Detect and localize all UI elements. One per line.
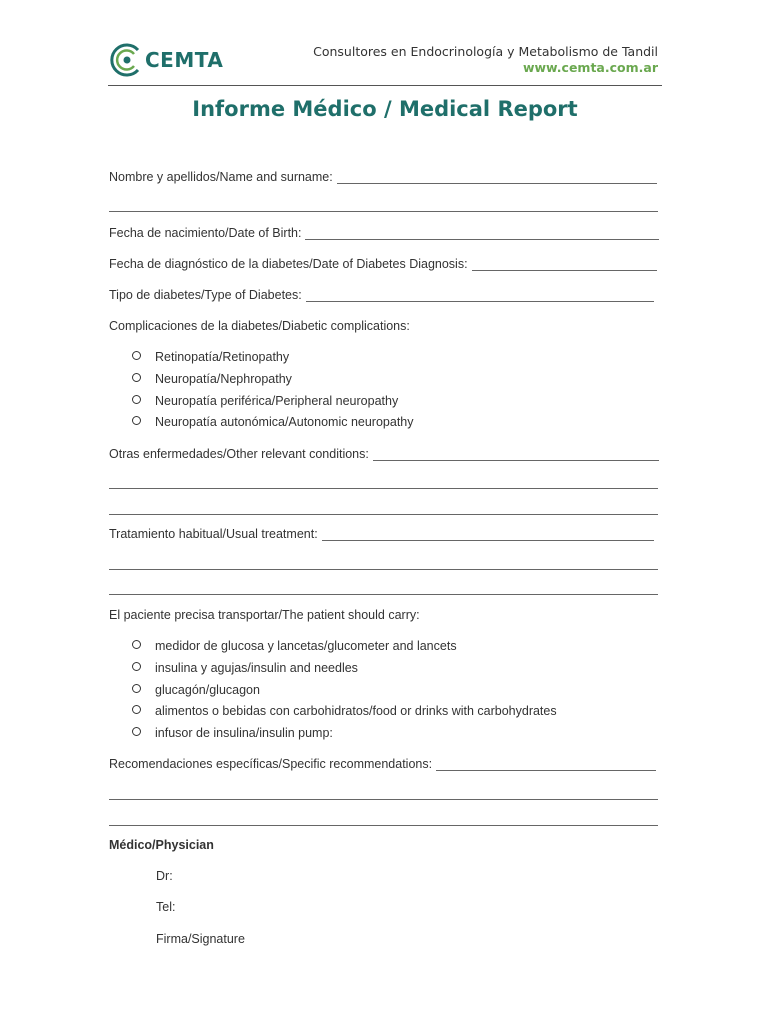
phone-label: Tel: [156,900,176,914]
recommendations-label: Recomendaciones específicas/Specific recommendations: [109,757,433,771]
other-conditions-label: Otras enfermedades/Other relevant conditions: [109,447,369,461]
complication-option[interactable]: Neuropatía autonómica/Autonomic neuropathy [132,415,414,429]
website-link[interactable]: www.cemta.com.ar [522,60,658,75]
other-conditions-input-line-2[interactable] [109,488,658,489]
radio-bullet-icon[interactable] [132,416,141,425]
carry-option[interactable]: medidor de glucosa y lancetas/glucometer and lancets [132,639,457,653]
carry-label: El paciente precisa transportar/The patient should carry: [109,608,420,622]
organization-name: Consultores en Endocrinología y Metabolismo de Tandil [313,44,658,59]
doctor-label: Dr: [156,869,173,883]
other-conditions-input-line[interactable] [373,449,659,461]
carry-option[interactable]: alimentos o bebidas con carbohidratos/food or drinks with carbohydrates [132,704,557,718]
page-title: Informe Médico / Medical Report [192,97,578,121]
recommendations-field[interactable] [109,757,656,771]
cemta-logo [110,42,224,78]
radio-bullet-icon[interactable] [132,705,141,714]
radio-bullet-icon[interactable] [132,395,141,404]
recommendations-input-line-2[interactable] [109,799,658,800]
radio-bullet-icon[interactable] [132,373,141,382]
radio-bullet-icon[interactable] [132,727,141,736]
diabetes-type-label: Tipo de diabetes/Type of Diabetes: [109,288,302,302]
radio-bullet-icon[interactable] [132,684,141,693]
name-label: Nombre y apellidos/Name and surname: [109,170,333,184]
treatment-input-line-2[interactable] [109,569,658,570]
header-divider [108,85,662,86]
diagnosis-date-field[interactable] [109,257,657,271]
physician-heading: Médico/Physician [109,838,214,852]
name-field[interactable] [109,170,657,184]
logo-mark-icon [110,42,144,78]
carry-option[interactable]: infusor de insulina/insulin pump: [132,726,333,740]
recommendations-input-line[interactable] [436,759,656,771]
name-input-line[interactable] [337,172,657,184]
complication-option[interactable]: Neuropatía periférica/Peripheral neuropathy [132,394,398,408]
birth-date-label: Fecha de nacimiento/Date of Birth: [109,226,302,240]
name-input-line-2[interactable] [109,211,658,212]
diabetes-type-field[interactable] [109,288,654,302]
logo-text: CEMTA [145,48,224,72]
carry-option[interactable]: insulina y agujas/insulin and needles [132,661,358,675]
complication-option[interactable]: Retinopatía/Retinopathy [132,350,289,364]
diabetes-type-input-line[interactable] [306,290,654,302]
recommendations-input-line-3[interactable] [109,825,658,826]
treatment-label: Tratamiento habitual/Usual treatment: [109,527,318,541]
other-conditions-input-line-3[interactable] [109,514,658,515]
complication-option[interactable]: Neuropatía/Nephropathy [132,372,292,386]
complications-label: Complicaciones de la diabetes/Diabetic complications: [109,319,410,333]
diagnosis-date-label: Fecha de diagnóstico de la diabetes/Date of Diabetes Diagnosis: [109,257,468,271]
signature-label: Firma/Signature [156,932,245,946]
radio-bullet-icon[interactable] [132,662,141,671]
radio-bullet-icon[interactable] [132,351,141,360]
radio-bullet-icon[interactable] [132,640,141,649]
carry-option[interactable]: glucagón/glucagon [132,683,260,697]
treatment-input-line-3[interactable] [109,594,658,595]
birth-date-field[interactable] [109,226,659,240]
treatment-field[interactable] [109,527,654,541]
treatment-input-line[interactable] [322,529,654,541]
other-conditions-field[interactable] [109,447,659,461]
birth-date-input-line[interactable] [305,228,659,240]
diagnosis-date-input-line[interactable] [472,259,657,271]
